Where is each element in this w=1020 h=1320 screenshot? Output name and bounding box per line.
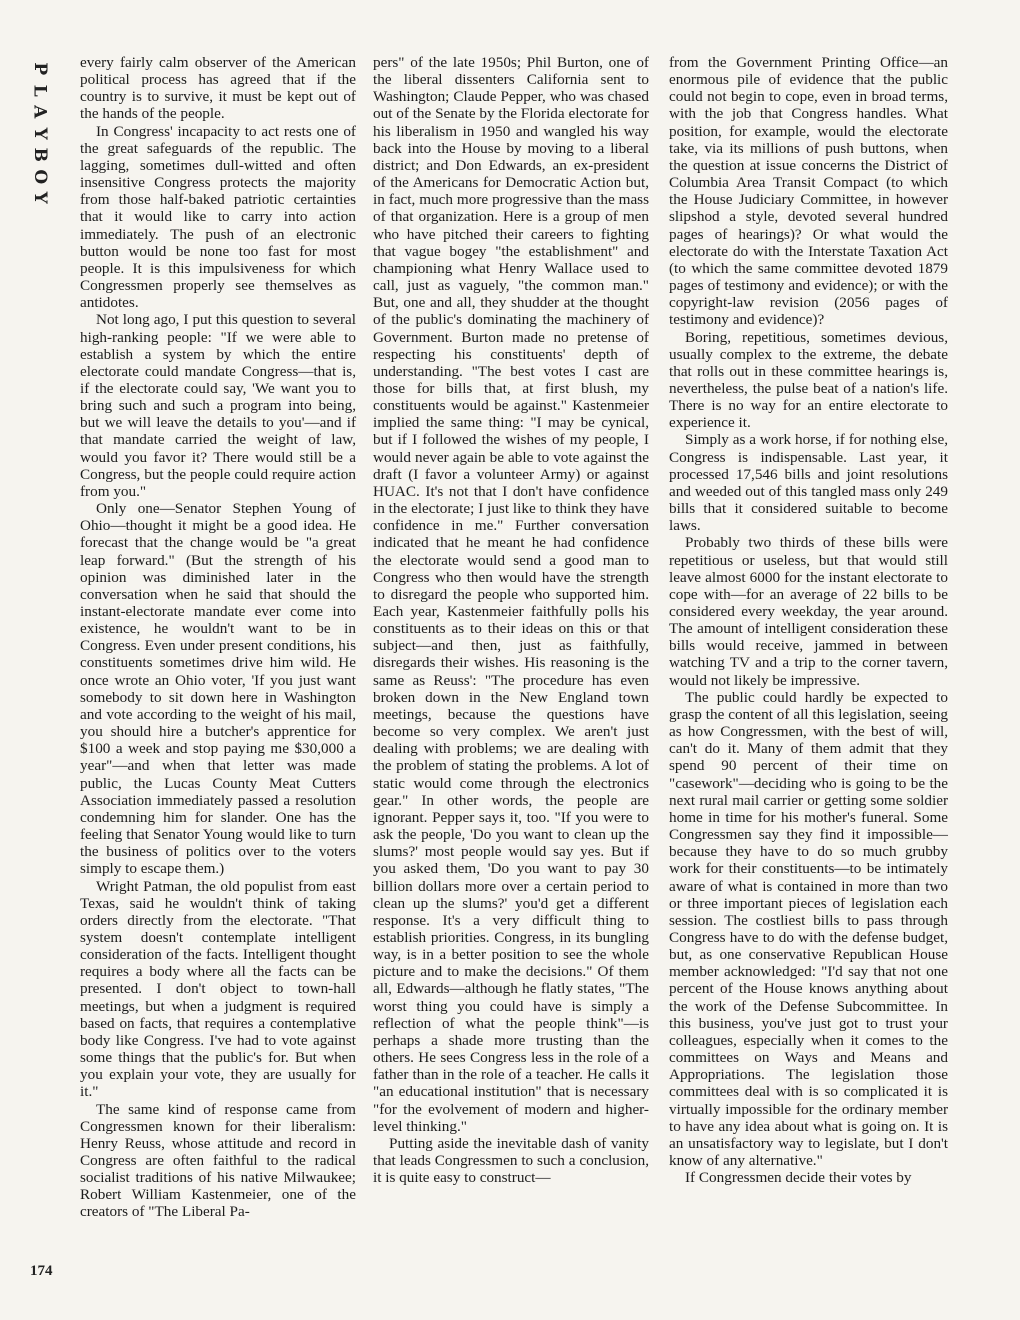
masthead-letter: O: [29, 168, 50, 184]
body-paragraph: Boring, repetitious, sometimes devious, usually complex to the extreme, the debate that rolls out in these committee hearings is, nevertheless, the pulse beat of a nation's life. There is no way for an entire electorate to experience it.: [669, 328, 948, 432]
masthead-letter: B: [29, 147, 50, 162]
body-paragraph: Putting aside the inevitable dash of vanity that leads Congressmen to such a conclusion, it is quite easy to construct—: [373, 1134, 649, 1187]
masthead-letter: Y: [29, 127, 50, 140]
body-paragraph: every fairly calm observer of the American political process has agreed that if the country is to survive, it must be kept out of the hands of the people.: [80, 54, 356, 123]
body-paragraph: Simply as a work horse, if for nothing else, Congress is indispensable. Last year, it processed 17,546 bills and joint resolutions and weeded out of this tangled mass only 249 bills that it considered suitable to become laws.: [669, 431, 948, 535]
body-paragraph: Probably two thirds of these bills were repetitious or useless, but that would still leave almost 6000 for the instant electorate to cope with—for an average of 22 bills to be considered every weekday, the year around. The amount of intelligent consideration these bills would receive, jammed in between watching TV and a trip to the corner tavern, would not likely be impressive.: [669, 534, 948, 689]
article-column-2: [373, 54, 649, 1186]
article-column-1: [80, 54, 356, 1221]
masthead-letter: A: [29, 105, 50, 119]
body-paragraph: Only one—Senator Stephen Young of Ohio—thought it might be a good idea. He forecast that the change would be "a great leap forward." (But the strength of his opinion was diminished later in the conversation when he said that should the instant-electorate mandate ever come into existence, he wouldn't want to be in Congress. Even under present conditions, his constituents sometimes drive him wild. He once wrote an Ohio voter, 'If you just want somebody to sit down here in Washington and vote according to the weight of his mail, you should hire a butcher's apprentice for $100 a week and stop paying me $30,000 a year"—and when that letter was made public, the Lucas County Meat Cutters Association immediately passed a resolution condemning him for slander. One has the feeling that Senator Young would like to turn the business of politics over to the voters simply to escape them.): [80, 500, 356, 878]
body-paragraph: from the Government Printing Office—an enormous pile of evidence that the public could not begin to cope, even in broad terms, with the job that Congress handles. What position, for example, would the electorate take, via its millions of push buttons, when the question at issue concerns the District of Columbia Area Transit Compact (to which the House Judiciary Committee, in however slipshod a style, devoted several hundred pages of hearings)? Or what would the electorate do with the Interstate Taxation Act (to which the same committee devoted 1879 pages of testimony and evidence); or with the copyright-law revision (2056 pages of testimony and evidence)?: [669, 54, 948, 329]
body-paragraph: Wright Patman, the old populist from east Texas, said he wouldn't think of taking orders directly from the electorate. "That system doesn't contemplate intelligent consideration of the facts. Intelligent thought requires a body where all the facts can be presented. I don't object to town-hall meetings, but when a judgment is required based on facts, that requires a contemplative body like Congress. I've had to vote against some things that the public's for. But when you explain your vote, they are usually for it.": [80, 877, 356, 1101]
body-paragraph: The same kind of response came from Congressmen known for their liberalism: Henry Reuss, whose attitude and record in Congress are often faithful to the radical socialist traditions of his native Milwaukee; Robert William Kastenmeier, one of the creators of "The Liberal Pa-: [80, 1100, 356, 1221]
masthead-letter: L: [29, 84, 50, 97]
body-paragraph: pers" of the late 1950s; Phil Burton, one of the liberal dissenters California sent to Washington; Claude Pepper, who was chased out of the Senate by the Florida electorate for his liberalism in 1950 and wangled his way back into the House by moving to a liberal district; and Don Edwards, an ex-president of the Americans for Democratic Action but, in fact, much more progressive than the mass of that organization. Here is a group of men who have pitched their careers to fighting that vague bogey "the establishment" and championing what Henry Wallace used to call, just as vaguely, "the common man." But, one and all, they shudder at the thought of the public's dominating the machinery of Government. Burton made no pretense of respecting his constituents' depth of understanding. "The best votes I cast are those for bills that, at first blush, my constituents would be against." Kastenmeier implied the same thing: "I may be cynical, but if I followed the wishes of my people, I would never again be able to vote against the draft (I favor a volunteer Army) or against HUAC. It's not that I don't have confidence in the electorate; I just like to think they have confidence in me." Further conversation indicated that he meant he had confidence the electorate would send a good man to Congress who then would have the strength to disregard the people who supported him. Each year, Kastenmeier faithfully polls his constituents as to their ideas on this or that subject—and then, just as faithfully, disregards their wishes. His reasoning is the same as Reuss': "The procedure has even broken down in the New England town meetings, because the questions have become so very complex. We aren't just dealing with problems; we are dealing with the problem of stating the problems. A lot of static would come through the electronics gear." In other words, the people are ignorant. Pepper says it, too. "If you were to ask the people, 'Do you want to clean up the slums?' most people would say yes. But if you asked them, 'Do you want to pay 30 billion dollars more over a certain period to clean up the slums?' you'd get a different response. It's a very difficult thing to establish priorities. Congress, in its bungling way, is in a better position to see the whole picture and to make the decisions." Of them all, Edwards—although he flatly states, "The worst thing you could have is simply a reflection of what the people think"—is perhaps a shade more trusting than the others. He sees Congress less in the role of a father than in the role of a teacher. He calls it "an educational institution" that is necessary "for the evolvement of modern and higher-level thinking.": [373, 54, 649, 1135]
body-paragraph: In Congress' incapacity to act rests one of the great safeguards of the republic. The lagging, sometimes dull-witted and often insensitive Congress protects the majority from those half-baked patriotic certainties that it would like to carry into action immediately. The push of an electronic button would be none too fast for most people. It is this impulsiveness for which Congressmen properly see themselves as antidotes.: [80, 122, 356, 312]
magazine-masthead: [28, 58, 50, 209]
body-paragraph: Not long ago, I put this question to several high-ranking people: "If we were able to establish a system by which the entire electorate could mandate Congress—that is, if the electorate could say, 'We want you to bring such and such a program into being, but we will leave the details to you'—and if that mandate carried the weight of law, would you favor it? There would still be a Congress, but the people could require action from you.": [80, 311, 356, 500]
masthead-letter: Y: [29, 191, 50, 204]
body-paragraph: If Congressmen decide their votes by: [685, 1169, 912, 1187]
masthead-letter: P: [29, 62, 50, 76]
page-number: 174: [30, 1263, 53, 1279]
article-column-3: [669, 54, 948, 1186]
body-paragraph: The public could hardly be expected to grasp the content of all this legislation, seeing as how Congressmen, with the best of will, can't do it. Many of them admit that they spend 90 percent of their time on "casework"—deciding who is going to be the next rural mail carrier or getting some soldier home in time for his mother's funeral. Some Congressmen say they find it impossible—because they have to do so much grubby work for their constituents—to be intimately aware of what is contained in more than two or three important pieces of legislation each session. The costliest bills to pass through Congress have to do with the defense budget, but, as one conservative Republican House member acknowledged: "I'd say that not one percent of the House knows anything about the work of the Defense Subcommittee. In this business, you've just got to trust your colleagues, especially when it comes to the committees on Ways and Means and Appropriations. The legislation those committees deal with is so complicated it is virtually impossible for the ordinary member to have any idea about what is going on. It is an unsatisfactory way to legislate, but I don't know of any alternative.": [669, 688, 948, 1169]
